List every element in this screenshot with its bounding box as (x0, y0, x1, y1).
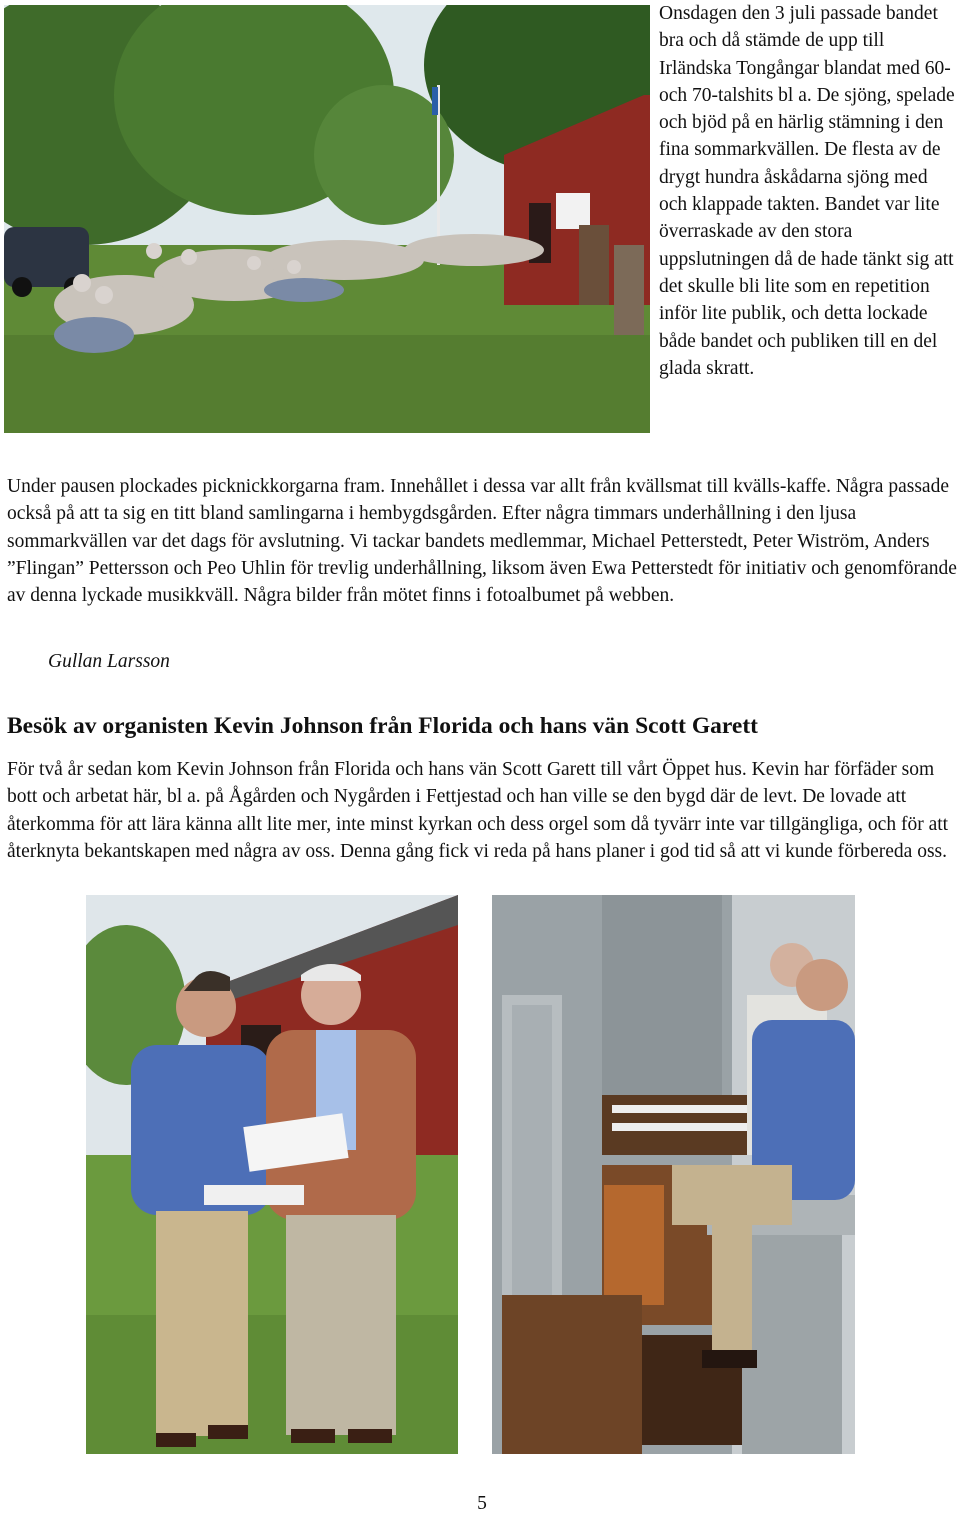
concert-photo (4, 5, 650, 433)
visitors-photo (86, 895, 458, 1454)
concert-body-text: Under pausen plockades picknickkorgarna fram. Innehållet i dessa var allt från kvällsmat till kvälls-kaffe. Några passade också på att ta sig en titt bland samlingarna i hembygdsgården. Efter några timmars underhållning i den ljusa sommarkvällen var det dags för avslutning. Vi tackar bandets medlemmar, Michael Petterstedt, Peter Wiström, Anders ”Flingan” Pettersson och Peo Uhlin för trevlig underhållning, liksom även Ewa Petterstedt för initiativ och genomförande av denna lyckade musikkväll. Några bilder från mötet finns i fotoalbumet på webben. (7, 476, 957, 607)
concert-side-text: Onsdagen den 3 juli passade bandet bra och då stämde de upp till Irländska Tongångar blandat med 60- och 70-talshits bl a. De sjöng, spelade och bjöd på en härlig stämning i den fina sommarkvällen. De flesta av de drygt hundra åskådarna sjöng med och klappade takten. Bandet var lite överraskade av den stora uppslutningen då de hade tänkt sig att det skulle bli lite som en repetition inför lite publik, och detta lockade både bandet och publiken till en del glada skratt. (659, 3, 955, 379)
article-heading: Besök av organisten Kevin Johnson från Florida och hans vän Scott Garett (7, 713, 758, 739)
organ-photo (492, 895, 855, 1454)
author-signature: Gullan Larsson (48, 651, 170, 672)
page-number: 5 (477, 1493, 487, 1514)
visit-body-text: För två år sedan kom Kevin Johnson från Florida och hans vän Scott Garett till vårt Öppet hus. Kevin har förfäder som bott och arbetat här, bl a. på Ågården och Nygården i Fettjestad och han ville se den bygd där de levt. De lovade att återkomma för att lära känna allt lite mer, inte minst kyrkan och dess orgel som då tyvärr inte var tillgängliga, och för att återknyta bekantskapen med några av oss. Denna gång fick vi reda på hans planer i god tid så att vi kunde förbereda oss. (7, 759, 949, 862)
